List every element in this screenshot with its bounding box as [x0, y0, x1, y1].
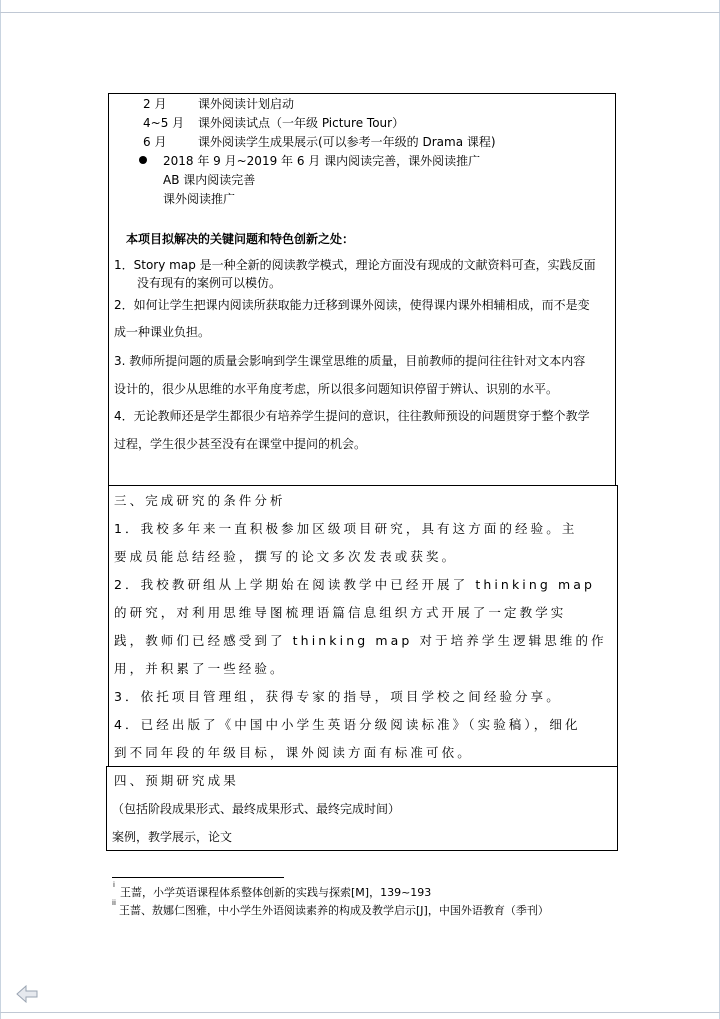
key-issue-4-line-2: 过程，学生很少甚至没有在课堂中提问的机会。	[114, 437, 367, 451]
key-issue-2-line-2: 成一种课业负担。	[114, 325, 211, 339]
condition-2-line-1: 2．我校教研组从上学期始在阅读教学中已经开展了 thinking map	[114, 577, 596, 592]
condition-2-line-4: 用，并积累了一些经验。	[114, 661, 286, 676]
schedule-time-2: 4~5 月	[143, 116, 185, 130]
condition-3: 3．依托项目管理组，获得专家的指导，项目学校之间经验分享。	[114, 689, 562, 704]
key-issue-1-line-1: 1．Story map 是一种全新的阅读教学模式，理论方面没有现成的文献资料可查，实践反面	[114, 258, 596, 272]
key-issue-1-line-2: 没有现有的案例可以模仿。	[137, 276, 282, 290]
conditions-heading: 三、完成研究的条件分析	[114, 493, 286, 508]
bullet-line-1: 2018 年 9 月~2019 年 6 月 课内阅读完善，课外阅读推广	[163, 154, 481, 168]
condition-1-line-1: 1．我校多年来一直积极参加区级项目研究，具有这方面的经验。主	[114, 521, 578, 536]
footnote-separator	[112, 877, 284, 878]
bullet-line-3: 课外阅读推广	[163, 192, 236, 206]
bullet-line-2: AB 课内阅读完善	[163, 173, 256, 187]
schedule-time-1: 2 月	[143, 97, 167, 111]
schedule-event-3: 课外阅读学生成果展示(可以参考一年级的 Drama 课程)	[198, 135, 496, 149]
condition-2-line-2: 的研究，对利用思维导图梳理语篇信息组织方式开展了一定教学实	[114, 605, 567, 620]
key-issue-2-line-1: 2．如何让学生把课内阅读所获取能力迁移到课外阅读，使得课内课外相辅相成，而不是变	[114, 298, 590, 312]
results-note: （包括阶段成果形式、最终成果形式、最终完成时间）	[112, 802, 401, 816]
key-issue-3-line-2: 设计的，很少从思维的水平角度考虑，所以很多问题知识停留于辨认、识别的水平。	[114, 382, 559, 396]
schedule-event-2: 课外阅读试点（一年级 Picture Tour）	[198, 116, 405, 130]
schedule-event-1: 课外阅读计划启动	[198, 97, 295, 111]
schedule-time-3: 6 月	[143, 135, 167, 149]
condition-1-line-2: 要成员能总结经验，撰写的论文多次发表或获奖。	[114, 549, 458, 564]
key-issue-3-line-1: 3. 教师所提问题的质量会影响到学生课堂思维的质量，目前教师的提问往往针对文本内容	[114, 354, 586, 368]
key-issues-heading: 本项目拟解决的关键问题和特色创新之处：	[126, 232, 355, 246]
condition-2-line-3: 践，教师们已经感受到了 thinking map 对于培养学生逻辑思维的作	[114, 633, 607, 648]
back-arrow-icon[interactable]	[16, 985, 38, 1003]
condition-4-line-1: 4．已经出版了《中国中小学生英语分级阅读标准》（实验稿），细化	[114, 717, 581, 732]
results-heading: 四、预期研究成果	[114, 773, 239, 788]
footnote-2: 王蔷、敖娜仁图雅，中小学生外语阅读素养的构成及教学启示[J]，中国外语教育（季刊）	[119, 904, 549, 917]
condition-4-line-2: 到不同年段的年级目标，课外阅读方面有标准可依。	[114, 745, 473, 760]
footnote-2-mark: ii	[112, 899, 116, 907]
results-content: 案例，教学展示，论文	[112, 830, 233, 844]
footnote-1-mark: i	[113, 881, 115, 889]
key-issue-4-line-1: 4．无论教师还是学生都很少有培养学生提问的意识，往往教师预设的问题贯穿于整个教学	[114, 409, 590, 423]
bullet-icon	[139, 156, 147, 164]
footnote-1: 王蔷，小学英语课程体系整体创新的实践与探索[M]，139~193	[120, 886, 432, 899]
top-page-edge	[0, 12, 720, 13]
bottom-page-edge	[0, 1012, 720, 1013]
